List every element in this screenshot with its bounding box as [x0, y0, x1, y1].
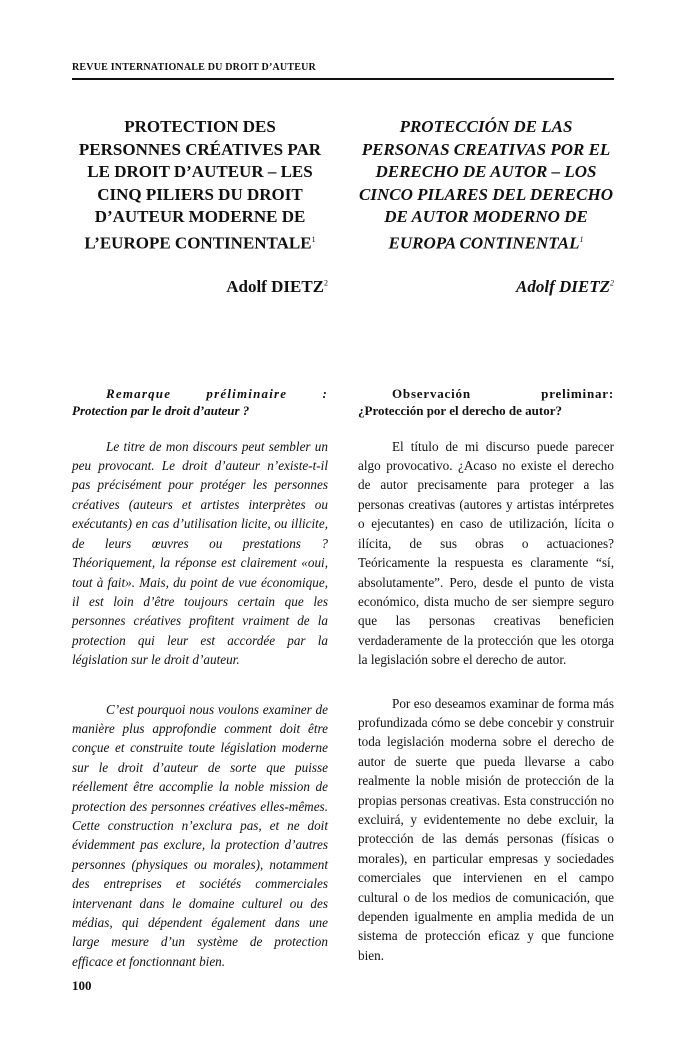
title-footnote-ref-fr: 1 — [311, 234, 316, 244]
page-number: 100 — [72, 978, 92, 993]
title-footnote-ref-es: 1 — [579, 234, 584, 244]
section-heading-es — [358, 385, 614, 419]
paragraph-fr-2: C’est pourquoi nous voulons examiner de manière plus approfondie comment doit être conçue et construite toute législation moderne sur le droit d’auteur de sorte que puisse réellement être accomplie la noble mission de protection des personnes créatives elles-mêmes. Cette construction n’exclura pas, et ne doit évidemment pas exclure, la protection d’autres personnes (physiques ou morales), notamment des entreprises et sociétés commerciales intervenant dans le domaine culturel ou des médias, qui dépendent également dans une large mesure d’un système de protection efficace et fonctionnant bien. — [72, 701, 328, 969]
section-heading-fr-line1: Remarque préliminaire : — [106, 385, 328, 401]
paragraph-es-2: Por eso deseamos examinar de forma más profundizada cómo se debe concebir y construir toda legislación moderna sobre el derecho de autor de suerte que pueda llevarse a cabo realmente la noble misión de protección de la propias personas creativas. Esta construcción no excluirá, y evidentemente no debe excluir, la protección de las demás personas (físicas o morales), en particular empresas y sociedades comerciales que intervienen en el campo cultural o de los medios de comunicación, que dependen igualmente en amplia medida de un sistema de protección eficaz y que funcione bien. — [358, 695, 614, 963]
section-heading-es-line1: Observación preliminar: — [392, 385, 614, 401]
french-column — [72, 90, 328, 971]
article-title-es-text: PROTECCIÓN DE LAS PERSONAS CREATIVAS POR EL DERECHO DE AUTOR – LOS CINCO PILARES DEL DERECHO DE AUTOR MODERNO DE EUROPA CONTINENTAL — [359, 117, 613, 253]
author-footnote-ref-es: 2 — [610, 278, 614, 287]
spanish-column — [358, 90, 614, 965]
running-header: REVUE INTERNATIONALE DU DROIT D’AUTEUR — [72, 62, 316, 73]
article-title-fr — [72, 116, 328, 255]
header-rule — [72, 78, 614, 80]
author-name-fr: Adolf DIETZ — [226, 276, 324, 296]
author-fr — [72, 277, 328, 297]
paragraph-es-1: El título de mi discurso puede parecer algo provocativo. ¿Acaso no existe el derecho de autor precisamente para proteger a las personas creativas (autores y artistas intérpretes o ejecutantes) en caso de utilización, lícita o ilícita, de sus obras o actuaciones? Teóricamente la respuesta es claramente “sí, absolutamente”. Pero, desde el punto de vista económico, dista mucho de ser siempre seguro que las personas creativas beneficien verdaderamente de la protección que les otorga la legislación sobre el derecho de autor. — [358, 438, 614, 668]
section-heading-fr-line2: Protection par le droit d’auteur ? — [72, 402, 250, 418]
author-name-es: Adolf DIETZ — [516, 276, 610, 296]
author-footnote-ref-fr: 2 — [324, 278, 328, 287]
section-heading-es-line2: ¿Protección por el derecho de autor? — [358, 402, 562, 418]
paragraph-fr-1: Le titre de mon discours peut sembler un peu provocant. Le droit d’auteur n’existe-t-il pas précisément pour protéger les personnes créatives (auteurs et artistes interprètes ou exécutants) en cas d’utilisation licite, ou illicite, de leurs œuvres ou prestations ? Théoriquement, la réponse est clairement «oui, tout à fait». Mais, du point de vue économique, il est loin d’être toujours certain que les personnes créatives profitent vraiment de la protection qui leur est accordée par la législation sur le droit d’auteur. — [72, 438, 328, 668]
section-heading-fr — [72, 385, 328, 419]
article-title-es — [358, 116, 614, 255]
author-es — [358, 277, 614, 297]
article-title-fr-text: PROTECTION DES PERSONNES CRÉATIVES PAR LE DROIT D’AUTEUR – LES CINQ PILIERS DU DROIT D’AUTEUR MODERNE DE L’EUROPE CONTINENTALE — [78, 117, 322, 253]
